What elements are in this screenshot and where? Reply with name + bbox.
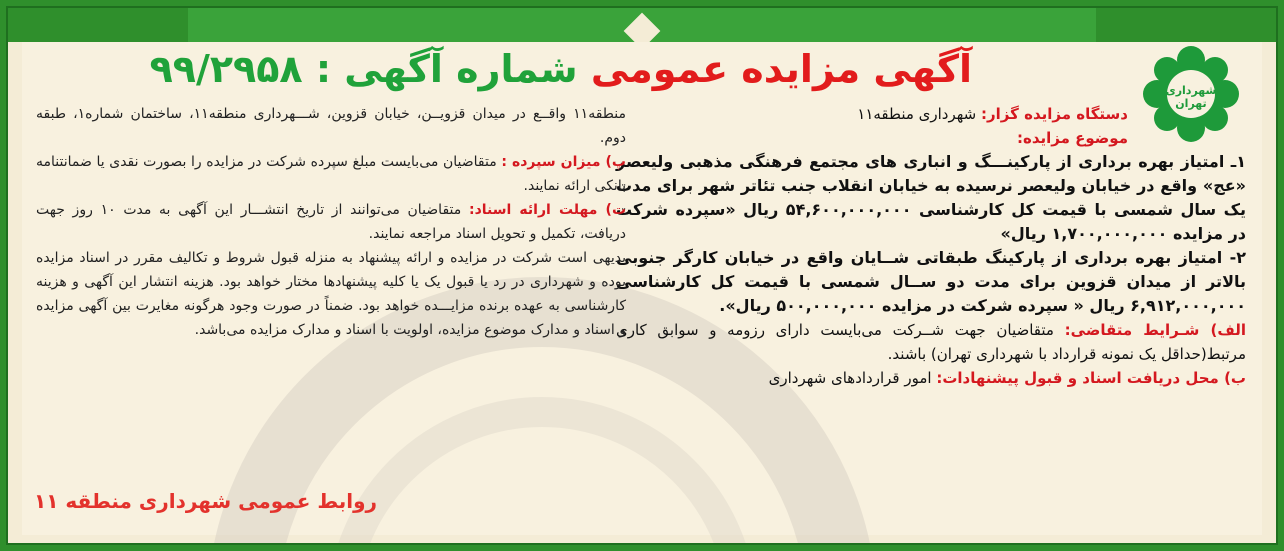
deadline-row	[36, 198, 626, 246]
conditions-row	[616, 318, 1246, 366]
ad-number: شماره آگهی : ۹۹/۲۹۵۸	[149, 47, 578, 91]
subject-item-1: ۱ـ امتیاز بهره برداری از پارکینـــگ و انباری های مجتمع فرهنگی مذهبی ولیعصر «عج» واقع در خیابان ولیعصر نرسیده به خیابان انقلاب جنب تئاتر شهر برای مدت یک سال شمسی با قیمت کل کارشناسی ۵۴,۶۰۰,۰۰۰,۰۰۰ ریال «سپرده شرکت در مزایده ۱,۷۰۰,۰۰۰,۰۰۰ ریال»	[616, 152, 1246, 243]
conditions-text: متقاضیان جهت شــرکت می‌بایست دارای رزومه و سوابق کاری مرتبط(حداقل یک نمونه قرارداد با شهرداری تهران) باشند.	[616, 321, 1246, 363]
top-band	[8, 8, 1276, 42]
auctioneer-row	[616, 102, 1246, 126]
conditions-label: الف) شـرایط متقاضی:	[1064, 321, 1246, 339]
ad-title-main: آگهی مزایده عمومی	[590, 47, 972, 91]
deposit-text: متقاضیان می‌بایست مبلغ سپرده شرکت در مزایده را بصورت نقدی یا ضمانتنامه بانکی ارائه نمایند.	[36, 154, 626, 194]
subject-item-2: ۲- امتیاز بهره برداری از پارکینگ طبقاتی شــایان واقع در خیابان کارگر جنوبی بالاتر از میدان قزوین برای مدت دو ســال شمسی با قیمت کل کارشناسی ۶,۹۱۲,۰۰۰,۰۰۰ ریال « سپرده شرکت در مزایده ۵۰۰,۰۰۰,۰۰۰ ریال».	[616, 248, 1246, 315]
auctioneer-label: دستگاه مزایده گزار:	[981, 105, 1128, 123]
location-text: امور قراردادهای شهرداری	[768, 369, 932, 387]
ad-page	[22, 42, 1262, 535]
subject-label: موضوع مزایده:	[1017, 129, 1128, 147]
logo-text: شهرداری تهران	[1165, 84, 1217, 110]
left-column	[36, 102, 626, 342]
deadline-text: متقاضیان می‌توانند از تاریخ انتشـــار این آگهی به مدت ۱۰ روز جهت دریافت، تکمیل و تحویل اسناد مراجعه نمایند.	[36, 202, 626, 242]
auctioneer-value: شهرداری منطقه۱۱	[857, 105, 977, 123]
location-label: ب) محل دریافت اسناد و قبول پیشنهادات:	[936, 369, 1246, 387]
ad-title	[149, 46, 972, 92]
deposit-label: پ) میزان سپرده :	[501, 154, 626, 170]
subject-items	[616, 150, 1246, 318]
location-continuation: منطقه۱۱ واقــع در میدان قزویــن، خیابان قزوین، شـــهرداری منطقه۱۱، ساختمان شماره۱، طبقه دوم.	[36, 106, 626, 146]
notes: بدیهی است شرکت در مزایده و ارائه پیشنهاد به منزله قبول شروط و تکالیف مقرر در اسناد مزایده بوده و شهرداری در رد یا قبول یک یا کلیه پیشنهادها مختار خواهد بود. هزینه انتشار این آگهی و هزینه کارشناسی به عهده برنده مزایـــده خواهد بود. ضمناً در صورت وجود هرگونه مغایرت بین آگهی مزایده و اسناد و مدارک موضوع مزایده، اولویت با اسناد و مدارک مزایده می‌باشد.	[36, 250, 626, 338]
subject-row	[616, 126, 1246, 150]
signature: روابط عمومی شهرداری منطقه ۱۱	[34, 489, 378, 513]
deadline-label: ت) مهلت ارائه اسناد:	[468, 202, 627, 218]
location-row	[616, 366, 1246, 390]
ad-frame	[6, 6, 1278, 545]
right-column	[616, 102, 1246, 390]
deposit-row	[36, 150, 626, 198]
